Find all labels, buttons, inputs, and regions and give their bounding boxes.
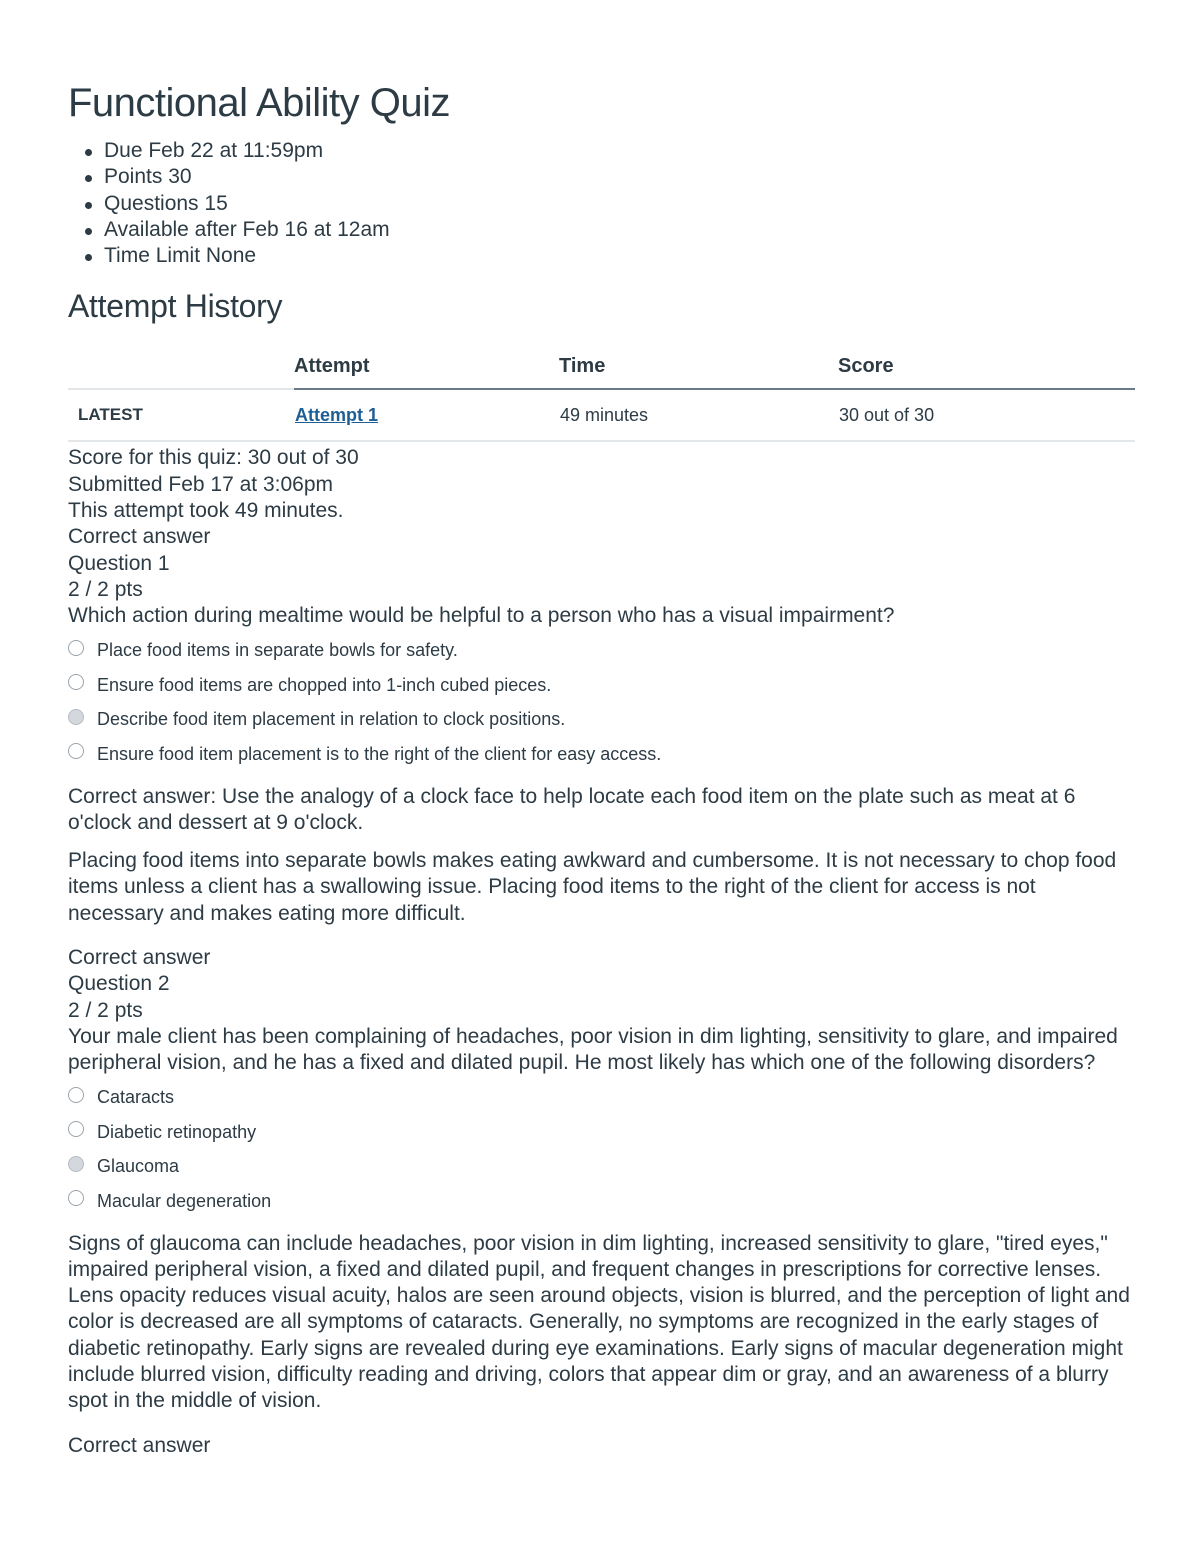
answer-text: Place food items in separate bowls for safety. [97, 640, 458, 661]
header-score: Score [838, 344, 1135, 389]
latest-label: LATEST [68, 389, 294, 441]
question-2 [68, 945, 1136, 1415]
meta-due: Due Feb 22 at 11:59pm [82, 138, 1136, 164]
answer-option[interactable] [68, 1115, 1136, 1150]
attempt-duration: This attempt took 49 minutes. [68, 499, 344, 523]
answer-text: Cataracts [97, 1087, 175, 1108]
question-text: Your male client has been complaining of headaches, poor vision in dim lighting, sensitivity to glare, and impaired peripheral vision, and he has a fixed and dilated pupil. He most likely has which one of the following disorders? [68, 1024, 1118, 1075]
radio-icon [68, 1087, 84, 1103]
answer-text: Ensure food items are chopped into 1-inch cubed pieces. [97, 674, 552, 695]
attempt-cell [294, 389, 559, 441]
time-cell: 49 minutes [559, 389, 838, 441]
answer-option-selected[interactable] [68, 703, 1136, 738]
answer-list [68, 1081, 1136, 1219]
answer-list [68, 634, 1136, 772]
answer-text: Macular degeneration [97, 1190, 272, 1211]
attempt-history-title: Attempt History [68, 288, 283, 325]
question-text: Which action during mealtime would be helpful to a person who has a visual impairment? [68, 604, 895, 628]
attempt-history-table [68, 344, 1135, 442]
radio-selected-icon [68, 709, 84, 725]
submitted-time: Submitted Feb 17 at 3:06pm [68, 472, 333, 496]
radio-selected-icon [68, 1156, 84, 1172]
header-attempt: Attempt [294, 344, 559, 389]
answer-text: Diabetic retinopathy [97, 1121, 257, 1142]
header-empty [68, 344, 294, 389]
answer-text: Describe food item placement in relation to clock positions. [97, 709, 566, 730]
quiz-score: Score for this quiz: 30 out of 30 [68, 446, 359, 470]
question-number: Question 2 [68, 972, 170, 996]
answer-text: Ensure food item placement is to the right of the client for easy access. [97, 743, 662, 764]
rationale-text: Signs of glaucoma can include headaches, poor vision in dim lighting, increased sensitivity to glare, "tired eyes," impaired peripheral vision, a fixed and dilated pupil, and frequent changes in prescriptions for corrective lenses. Lens opacity reduces visual acuity, halos are seen around objects, vision is blurred, and the perception of light and color is decreased are all symptoms of cataracts. Generally, no symptoms are recognized in the early stages of diabetic retinopathy. Early signs are revealed during eye examinations. Early signs of macular degeneration might include blurred vision, difficulty reading and driving, colors that appear dim or gray, and an awareness of a blurry spot in the middle of vision. [68, 1231, 1130, 1413]
meta-questions: Questions 15 [82, 191, 1136, 217]
correct-answer-explanation: Correct answer: Use the analogy of a clock face to help locate each food item on the plate such as meat at 6 o'clock and dessert at 9 o'clock. [68, 784, 1076, 834]
question-status: Correct answer [68, 1433, 211, 1457]
meta-points: Points 30 [82, 164, 1136, 190]
radio-icon [68, 743, 84, 759]
rationale-text: Placing food items into separate bowls makes eating awkward and cumbersome. It is not necessary to chop food items unless a client has a swallowing issue. Placing food items to the right of the client for access is not necessary and makes eating more difficult. [68, 849, 1117, 925]
answer-option[interactable] [68, 1081, 1136, 1116]
answer-option[interactable] [68, 634, 1136, 669]
radio-icon [68, 640, 84, 656]
attempt-1-link[interactable]: Attempt 1 [295, 404, 379, 425]
meta-time-limit: Time Limit None [82, 243, 1136, 269]
table-header-row [68, 344, 1135, 389]
question-number: Question 1 [68, 551, 170, 575]
answer-text: Glaucoma [97, 1156, 180, 1177]
table-row [68, 389, 1135, 441]
attempt-summary [68, 445, 1136, 524]
answer-option[interactable] [68, 737, 1136, 772]
quiz-page [68, 70, 1136, 1459]
answer-option[interactable] [68, 1184, 1136, 1219]
question-1 [68, 524, 1136, 927]
meta-available: Available after Feb 16 at 12am [82, 217, 1136, 243]
quiz-meta-list [68, 138, 1136, 269]
answer-option[interactable] [68, 668, 1136, 703]
page-title: Functional Ability Quiz [68, 81, 451, 125]
radio-icon [68, 674, 84, 690]
header-time: Time [559, 344, 838, 389]
radio-icon [68, 1121, 84, 1137]
question-points: 2 / 2 pts [68, 577, 143, 601]
answer-option-selected[interactable] [68, 1150, 1136, 1185]
radio-icon [68, 1190, 84, 1206]
question-status: Correct answer [68, 525, 211, 549]
question-status: Correct answer [68, 946, 211, 970]
score-cell: 30 out of 30 [838, 389, 1135, 441]
question-points: 2 / 2 pts [68, 998, 143, 1022]
